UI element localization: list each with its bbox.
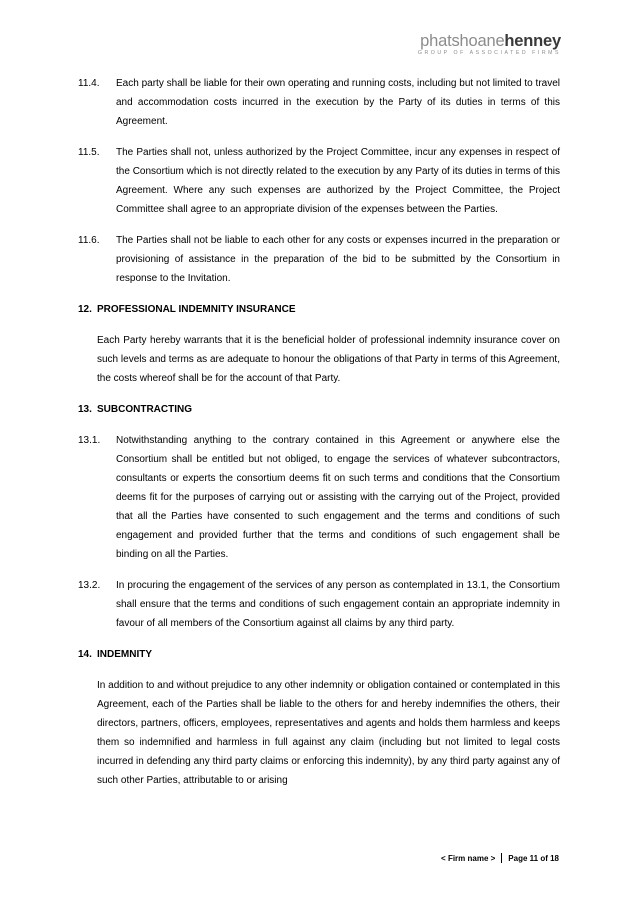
clause-11-5: [78, 143, 560, 219]
clause-number: 11.6.: [78, 235, 100, 246]
section-14-paragraph: In addition to and without prejudice to any other indemnity or obligation contained or contemplated in this Agreement, each of the Parties shall be liable to the others for and hereby indemnifies the others, their directors, partners, officers, employees, representatives and agents and holds them harmless and keeps them so indemnified and harmless in full against any claim (including but not limited to legal costs incurred in defending any third party claims or enforcing this indemnity), by any third party against any of such other Parties, attributable to or arising: [97, 680, 560, 786]
clause-number: 11.5.: [78, 147, 100, 158]
logo-light-text: phatshoane: [420, 32, 505, 50]
clause-13-2: [78, 576, 560, 633]
document-body: [78, 74, 560, 790]
clause-11-6: [78, 231, 560, 288]
clause-text: The Parties shall not, unless authorized by the Project Committee, incur any expenses in respect of the Consortium which is not directly related to the execution by any Party of its duties in terms of this Agreement. Where any such expenses are authorized by the Project Committee, the Project Committee shall agree to an appropriate division of the expenses between the Parties.: [116, 147, 560, 215]
section-number: 13.: [78, 404, 92, 415]
section-number: 12.: [78, 304, 92, 315]
section-title: SUBCONTRACTING: [97, 404, 192, 415]
logo-bold-text: henney: [504, 32, 561, 50]
firm-logo: [418, 33, 561, 57]
clause-text: Notwithstanding anything to the contrary contained in this Agreement or anywhere else the Consortium shall be entitled but not obliged, to engage the services of whatever subcontractors, consultants or experts the consortium deems fit on such terms and conditions that the Consortium deems fit for the purposes of carrying out or assisting with the carrying out of the Project, provided that all the Parties have consented to such engagement and the terms and conditions of such engagement and provided further that the terms and conditions of such engagement shall be binding on all the Parties.: [116, 435, 560, 560]
logo-wordmark: [418, 33, 561, 49]
section-title: PROFESSIONAL INDEMNITY INSURANCE: [97, 304, 296, 315]
clause-text: The Parties shall not be liable to each other for any costs or expenses incurred in the preparation or provisioning of assistance in the preparation of the bid to be submitted by the Consortium in response to the Invitation.: [116, 235, 560, 284]
clause-text: In procuring the engagement of the services of any person as contemplated in 13.1, the Consortium shall ensure that the terms and conditions of such engagement contain an appropriate indemnity in favour of all members of the Consortium against all claims by any third party.: [116, 580, 560, 629]
footer-divider: [501, 853, 502, 863]
footer-firm-name: < Firm name >: [441, 854, 496, 863]
section-12-paragraph: Each Party hereby warrants that it is the beneficial holder of professional indemnity insurance cover on such levels and terms as are adequate to honour the obligations of that Party in terms of this Agreement, the costs whereof shall be for the account of that Party.: [97, 335, 560, 384]
section-title: INDEMNITY: [97, 649, 152, 660]
section-heading-14: [78, 645, 560, 664]
clause-text: Each party shall be liable for their own operating and running costs, including but not limited to travel and accommodation costs incurred in the execution by the Party of its duties in terms of this Agreement.: [116, 78, 560, 127]
clause-number: 11.4.: [78, 78, 100, 89]
section-heading-13: [78, 400, 560, 419]
clause-number: 13.1.: [78, 435, 101, 446]
clause-11-4: [78, 74, 560, 131]
clause-number: 13.2.: [78, 580, 101, 591]
page-footer: [441, 853, 559, 863]
clause-13-1: [78, 431, 560, 564]
section-number: 14.: [78, 649, 92, 660]
section-heading-12: [78, 300, 560, 319]
logo-tagline: GROUP OF ASSOCIATED FIRMS: [417, 50, 561, 56]
footer-page-number: Page 11 of 18: [508, 854, 559, 863]
